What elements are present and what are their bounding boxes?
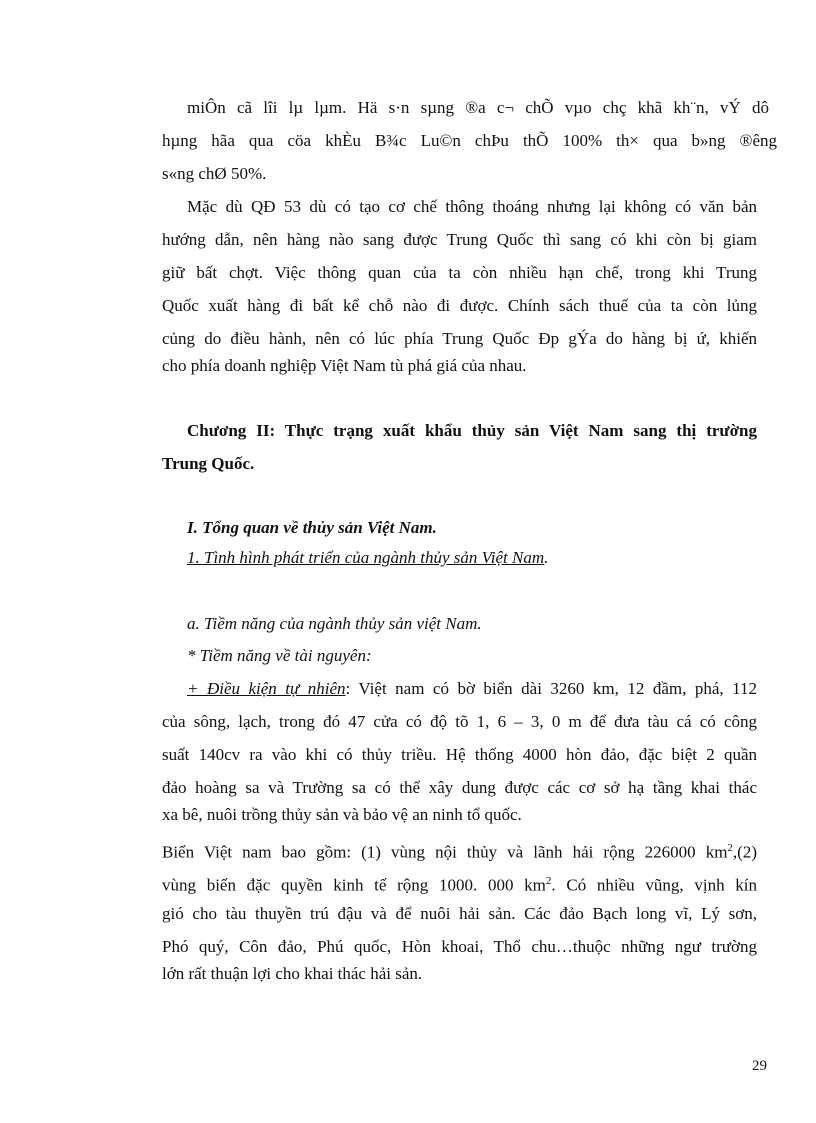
text-line: gió cho tàu thuyền trú đậu và để nuôi hải sản. Các đảo Bạch long vĩ, Lý sơn, — [162, 904, 757, 923]
subsection-heading-period: . — [544, 548, 549, 567]
chapter-heading-cont: Trung Quốc. — [162, 454, 255, 473]
sea-line — [162, 871, 757, 896]
sea-line — [162, 838, 757, 863]
text-line: suất 140cv ra vào khi có thủy triều. Hệ thống 4000 hòn đảo, đặc biệt 2 quần — [162, 745, 757, 764]
subsection-heading-text: 1. Tình hình phát triển của ngành thủy sản Việt Nam — [187, 548, 545, 567]
natural-label: + Điều kiện tự nhiên — [187, 679, 346, 698]
text-line: đảo hoàng sa và Trường sa có thể xây dung được các cơ sở hạ tầng khai thác — [162, 778, 757, 797]
text-line: lớn rất thuận lợi cho khai thác hải sản. — [162, 964, 423, 983]
text-line: Phó quý, Côn đảo, Phú quốc, Hòn khoai, Thổ chu…thuộc những ngư trường — [162, 937, 757, 956]
subsection-heading — [187, 548, 782, 568]
text-line: giữ bất chợt. Việc thông quan của ta còn nhiều hạn chế, trong khi Trung — [162, 263, 757, 282]
sea-text: vùng biển đặc quyền kinh tế rộng 1000. 000 km — [162, 875, 546, 895]
text-line: hµng hãa qua cöa khÈu B¾c Lu©n chÞu thÕ 100% th× qua b»ng ®êng — [162, 131, 777, 150]
text-line: cho phía doanh nghiệp Việt Nam tù phá giá của nhau. — [162, 356, 527, 375]
text-line: củng do điều hành, nên có lúc phía Trung Quốc Ðp gÝa do hàng bị ứ, khiến — [162, 329, 757, 348]
text-line: Mặc dù QĐ 53 dù có tạo cơ chế thông thoáng nhưng lại không có văn bản — [187, 197, 757, 216]
text-line: hướng dẫn, nên hàng nào sang được Trung Quốc thì sang có khi còn bị giam — [162, 230, 757, 249]
sea-text: . Có nhiều vũng, vịnh kín — [551, 875, 757, 895]
section-heading: I. Tổng quan về thủy sản Việt Nam. — [187, 518, 437, 537]
page-number: 29 — [752, 1058, 767, 1074]
superscript: 2 — [727, 842, 733, 854]
text-line: của sông, lạch, trong đó 47 cửa có độ tõ 1, 6 – 3, 0 m để đưa tàu cá có công — [162, 712, 757, 731]
text-line: s«ng chØ 50%. — [162, 164, 267, 183]
text-line: Quốc xuất hàng đi bất kể chỗ nào đi được. Chính sách thuế của ta còn lủng — [162, 296, 757, 315]
natural-line — [187, 679, 757, 699]
chapter-heading: Chương II: Thực trạng xuất khẩu thủy sản Việt Nam sang thị trường — [187, 421, 757, 440]
text-line: miÔn cã lîi lµ lµm. Hä s·n sµng ®a c¬ chÕ vµo chç khã kh¨n, vÝ dô — [187, 98, 769, 117]
text-line: xa bê, nuôi trồng thủy sản và bảo vệ an ninh tổ quốc. — [162, 805, 522, 824]
item-star: * Tiềm năng về tài nguyên: — [187, 646, 372, 665]
sea-text: Biển Việt nam bao gồm: (1) vùng nội thủy và lãnh hải rộng 226000 km — [162, 842, 728, 862]
sea-text: ,(2) — [732, 842, 757, 862]
superscript: 2 — [545, 875, 552, 887]
item-a: a. Tiềm năng của ngành thủy sản việt Nam. — [187, 614, 482, 633]
natural-rest: : Việt nam có bờ biển dài 3260 km, 12 đầm, phá, 112 — [345, 679, 757, 698]
